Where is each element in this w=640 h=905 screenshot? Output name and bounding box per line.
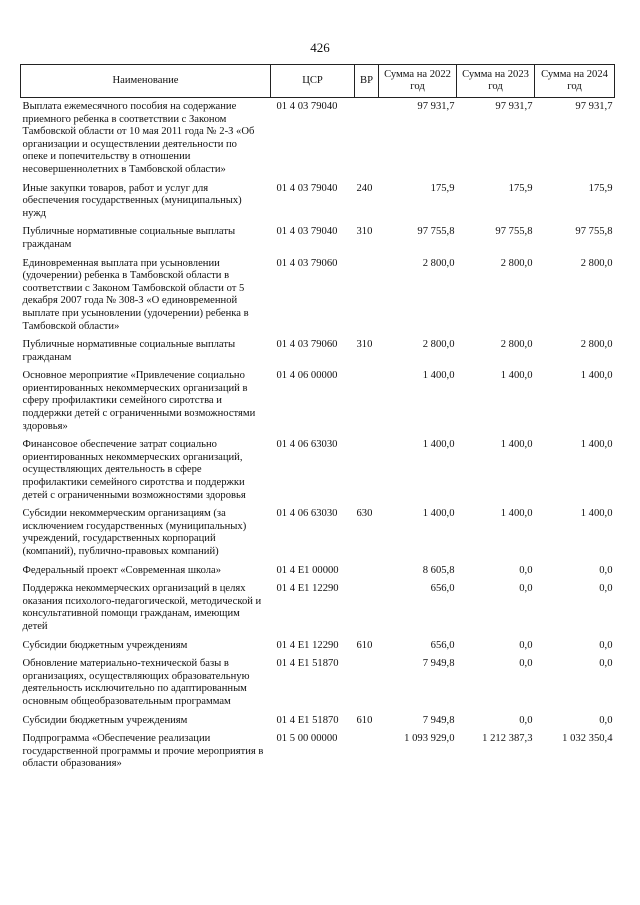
cell-csr: 01 4 03 79040 [276,182,338,194]
cell-vr [355,436,379,505]
cell-sum-2023: 1 212 387,3 [482,733,533,745]
cell-name: Обновление материально-технической базы в организациях, осуществляющих образовательную деятельность исключительно по адаптированным основным общеобразовательным программам [22,658,250,707]
cell-sum-2024: 0,0 [599,583,613,595]
cell-vr: 630 [356,508,373,520]
cell-vr [355,255,379,337]
cell-csr: 01 4 E1 51870 [276,658,339,670]
cell-vr [355,730,379,774]
header-sum-2022: Сумма на 2022 год [379,65,457,98]
cell-sum-2024: 0,0 [599,658,613,670]
cell-sum-2023: 0,0 [519,639,533,651]
cell-vr: 310 [356,339,373,351]
header-csr: ЦСР [271,65,355,98]
cell-name: Подпрограмма «Обеспечение реализации государственной программы и прочие мероприятия в области образования» [22,733,264,770]
cell-sum-2023: 0,0 [519,583,533,595]
cell-vr [355,580,379,636]
cell-sum-2022: 2 800,0 [422,257,455,269]
cell-sum-2022: 656,0 [430,639,455,651]
table-row [21,367,615,436]
cell-sum-2023: 97 931,7 [495,101,533,112]
table-row [21,562,615,581]
cell-csr: 01 4 E1 12290 [276,639,339,651]
header-sum-2023: Сумма на 2023 год [457,65,535,98]
table-row [21,255,615,337]
cell-sum-2023: 0,0 [519,714,533,726]
table-row [21,730,615,774]
cell-csr: 01 4 03 79040 [276,226,338,238]
cell-csr: 01 5 00 00000 [276,733,338,745]
header-vr: ВР [355,65,379,98]
cell-sum-2024: 1 400,0 [580,370,613,382]
cell-csr: 01 4 03 79040 [276,101,338,112]
cell-name: Единовременная выплата при усыновлении (удочерении) ребенка в Тамбовской области в соответствии с Законом Тамбовской области от 5 декабря 2007 года № 308-З «О единовременной выплате при усыновлении (удочерении) ребенка в Тамбовской области» [22,257,249,332]
cell-sum-2024: 1 400,0 [580,439,613,451]
cell-sum-2022: 2 800,0 [422,339,455,351]
cell-name: Субсидии бюджетным учреждениям [22,639,188,651]
cell-name: Финансовое обеспечение затрат социально ориентированных некоммерческих организаций, осуществляющих деятельность в сфере профилактики семейного сиротства и поддержки детей с ограниченными возможностями здоровья [22,439,246,501]
cell-sum-2023: 175,9 [508,182,533,194]
cell-sum-2023: 1 400,0 [500,370,533,382]
header-sum-2024: Сумма на 2024 год [535,65,615,98]
cell-sum-2024: 97 931,7 [575,101,613,112]
cell-name: Иные закупки товаров, работ и услуг для обеспечения государственных (муниципальных) нужд [22,182,242,219]
table-row [21,223,615,254]
cell-sum-2022: 97 931,7 [417,101,455,112]
cell-sum-2024: 2 800,0 [580,339,613,351]
cell-name: Субсидии некоммерческим организациям (за исключением государственных (муниципальных) учреждений, государственных корпораций (компаний), публично-правовых компаний) [22,508,247,557]
table-row [21,436,615,505]
cell-sum-2022: 1 400,0 [422,370,455,382]
cell-sum-2024: 97 755,8 [575,226,613,238]
cell-sum-2024: 1 032 350,4 [562,733,613,745]
cell-sum-2023: 0,0 [519,564,533,576]
cell-sum-2022: 7 949,8 [422,658,455,670]
table-row [21,637,615,656]
cell-sum-2024: 2 800,0 [580,257,613,269]
table-row [21,180,615,224]
cell-name: Публичные нормативные социальные выплаты гражданам [22,339,236,363]
cell-sum-2022: 97 755,8 [417,226,455,238]
cell-sum-2023: 1 400,0 [500,439,533,451]
cell-csr: 01 4 E1 12290 [276,583,339,595]
table-row [21,505,615,561]
cell-name: Основное мероприятие «Привлечение социально ориентированных некоммерческих организаций в сферу профилактики семейного сиротства и поддержки детей с ограниченными возможностями здоровья» [22,370,256,432]
cell-sum-2022: 1 093 929,0 [404,733,455,745]
cell-sum-2022: 7 949,8 [422,714,455,726]
table-header-row [21,65,615,98]
cell-csr: 01 4 06 00000 [276,370,338,382]
cell-vr: 240 [356,182,373,194]
budget-table [20,64,615,774]
cell-sum-2023: 97 755,8 [495,226,533,238]
cell-sum-2023: 2 800,0 [500,257,533,269]
cell-sum-2024: 0,0 [599,714,613,726]
cell-sum-2022: 8 605,8 [422,564,455,576]
cell-vr: 610 [356,639,373,651]
table-row [21,98,615,180]
cell-sum-2024: 1 400,0 [580,508,613,520]
cell-csr: 01 4 06 63030 [276,508,338,520]
cell-name: Публичные нормативные социальные выплаты гражданам [22,226,236,250]
cell-sum-2022: 175,9 [430,182,455,194]
cell-vr [355,562,379,581]
cell-name: Поддержка некоммерческих организаций в целях оказания психолого-педагогической, методической и консультативной помощи гражданам, имеющим детей [22,583,262,632]
header-name: Наименование [21,65,271,98]
cell-sum-2022: 656,0 [430,583,455,595]
cell-vr [355,655,379,711]
cell-csr: 01 4 03 79060 [276,339,338,351]
table-row [21,655,615,711]
cell-sum-2024: 175,9 [588,182,613,194]
page-number: 426 [310,40,330,55]
table-row [21,712,615,731]
cell-csr: 01 4 03 79060 [276,257,338,269]
cell-sum-2023: 0,0 [519,658,533,670]
cell-csr: 01 4 E1 00000 [276,564,339,576]
cell-sum-2022: 1 400,0 [422,439,455,451]
cell-vr [355,367,379,436]
cell-vr: 310 [356,226,373,238]
cell-vr: 610 [356,714,373,726]
cell-csr: 01 4 06 63030 [276,439,338,451]
cell-name: Выплата ежемесячного пособия на содержание приемного ребенка в соответствии с Законом Тамбовской области от 10 мая 2011 года № 2-З «Об организации и осуществлении деятельности по опеке и попечительству в отношении несовершеннолетних в Тамбовской области» [22,101,255,175]
cell-name: Федеральный проект «Современная школа» [22,564,222,576]
cell-vr [355,98,379,180]
cell-sum-2022: 1 400,0 [422,508,455,520]
cell-sum-2023: 2 800,0 [500,339,533,351]
table-row [21,580,615,636]
table-row [21,336,615,367]
cell-sum-2024: 0,0 [599,639,613,651]
cell-name: Субсидии бюджетным учреждениям [22,714,188,726]
cell-csr: 01 4 E1 51870 [276,714,339,726]
cell-sum-2023: 1 400,0 [500,508,533,520]
cell-sum-2024: 0,0 [599,564,613,576]
